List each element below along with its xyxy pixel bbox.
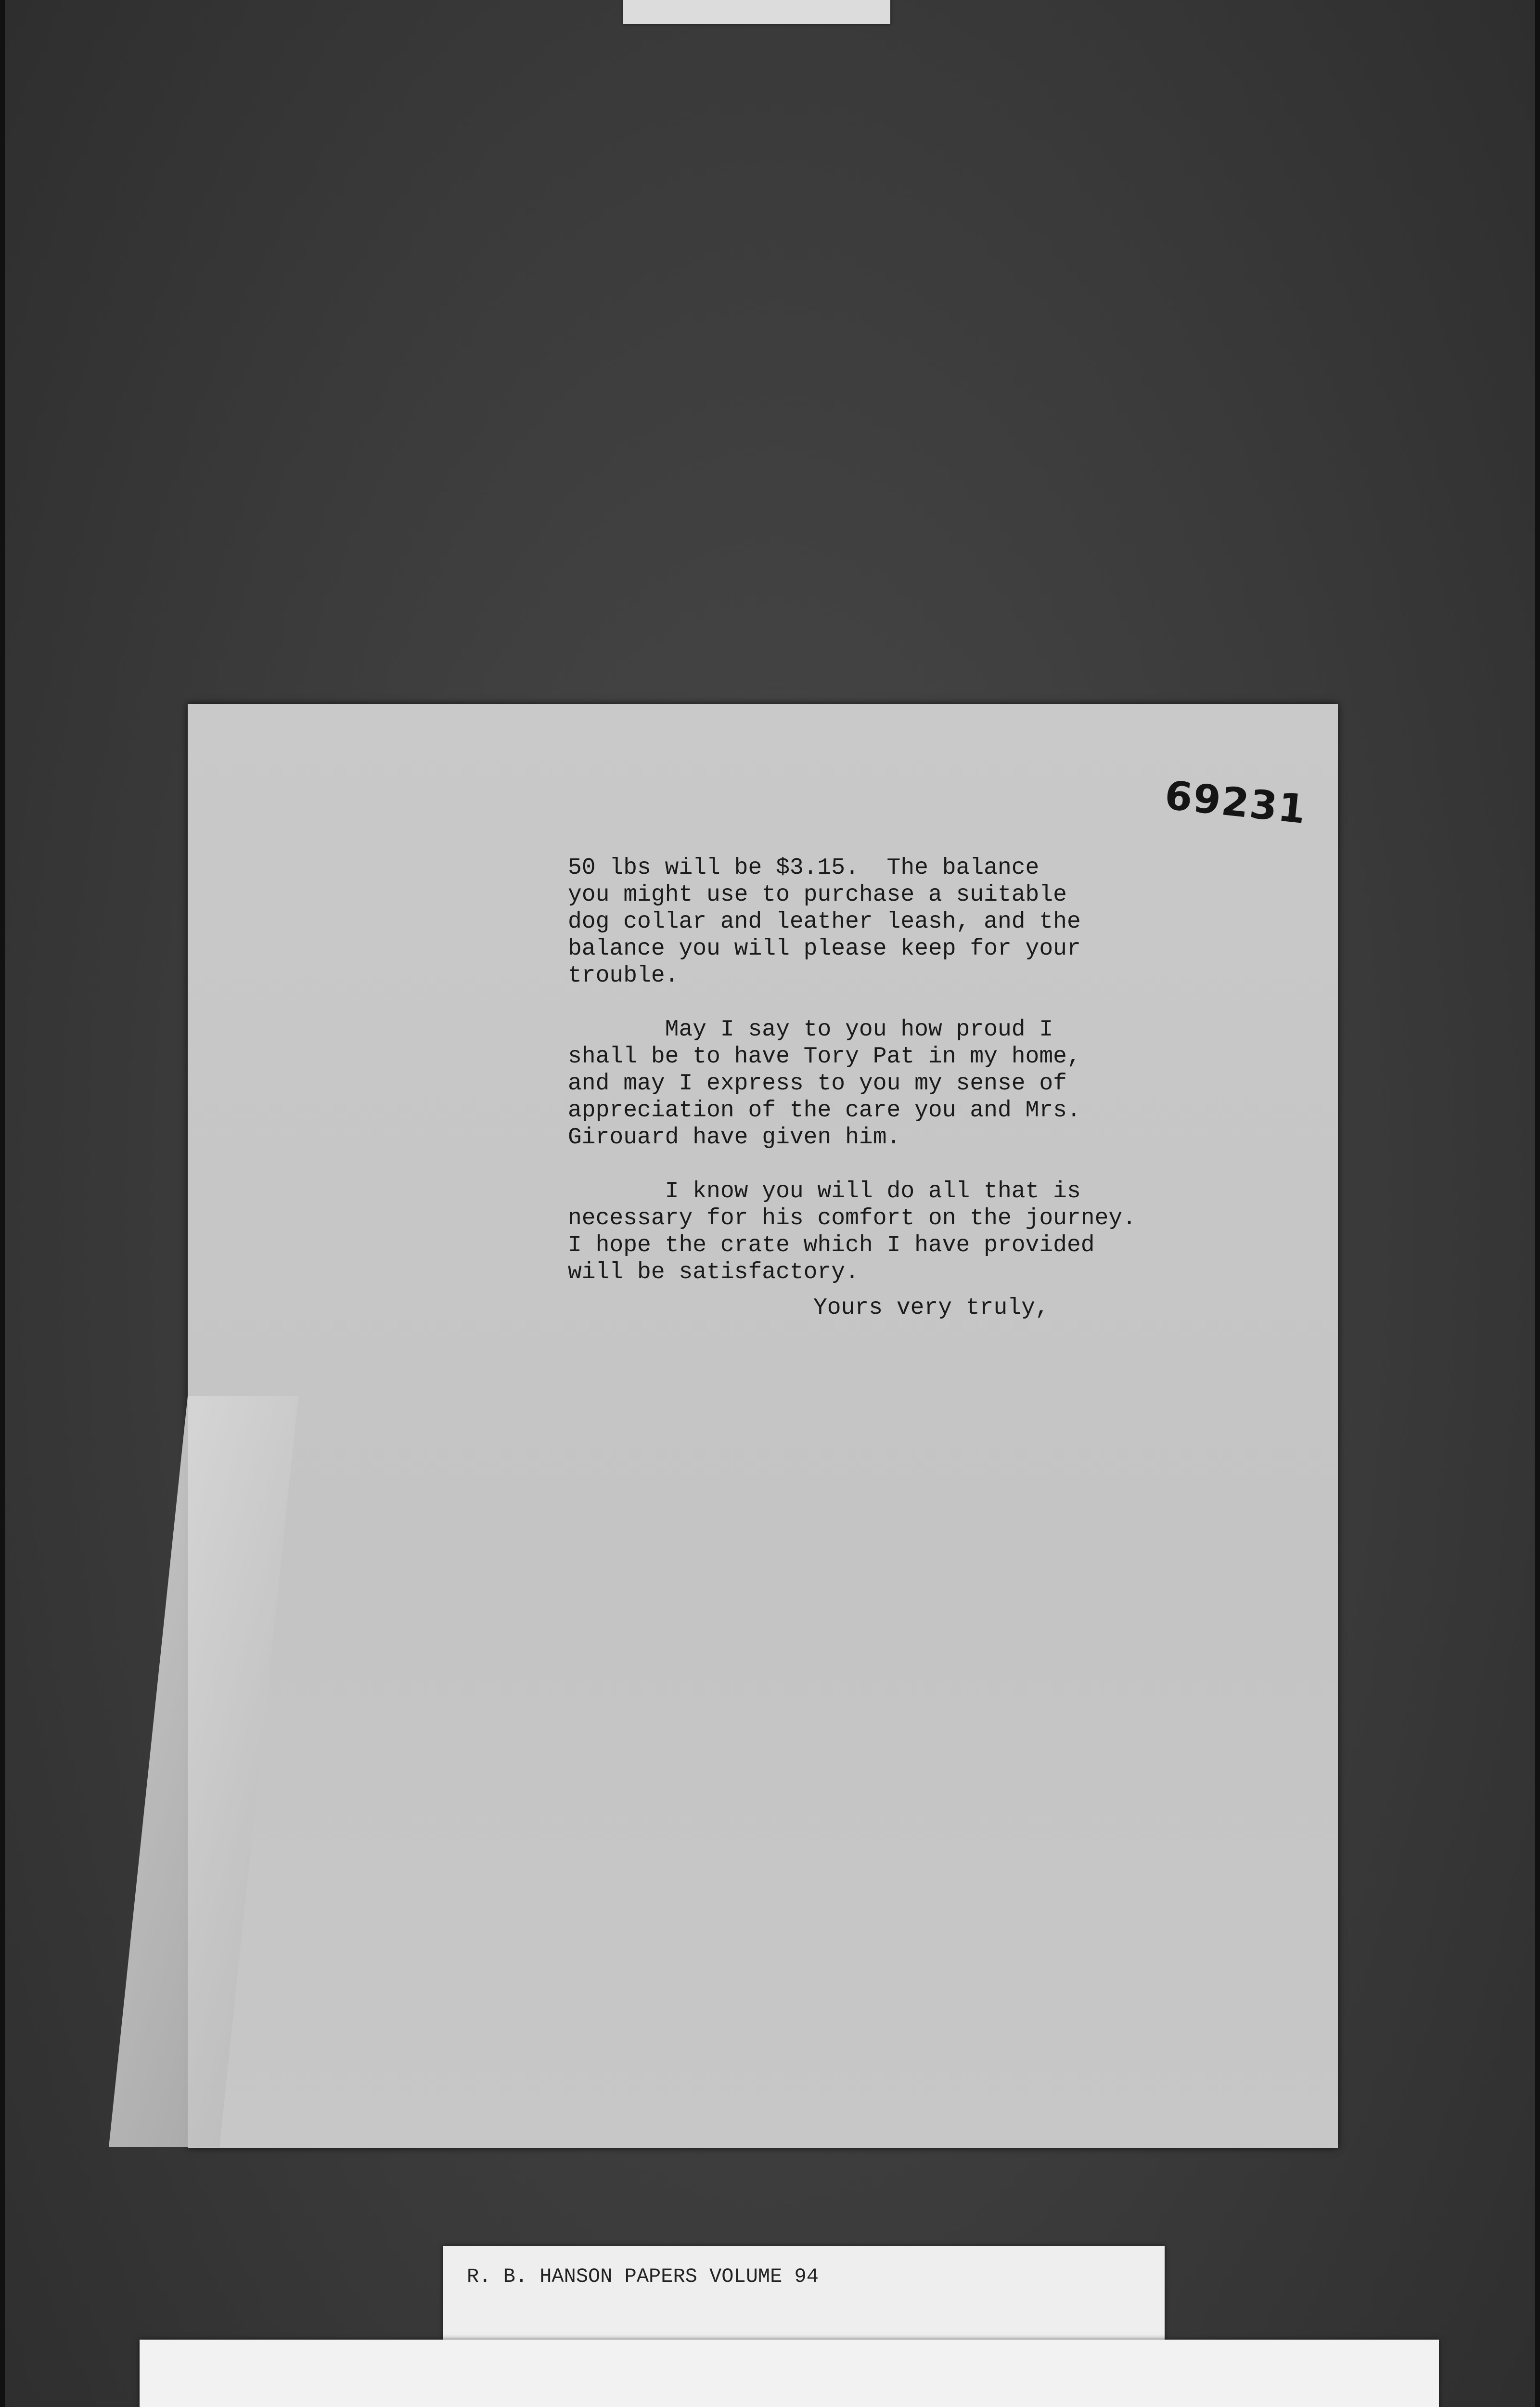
letter-closing: Yours very truly,	[813, 1295, 1049, 1321]
film-edge-left	[0, 0, 5, 2407]
archive-card	[140, 2340, 1439, 2407]
volume-label	[443, 2246, 1165, 2342]
letter-paragraph-2: May I say to you how proud I shall be to have Tory Pat in my home, and may I express to you my sense of appreciation of the care you and Mrs. Girouard have given him.	[568, 1017, 1081, 1151]
volume-label-text: R. B. HANSON PAPERS VOLUME 94	[467, 2265, 819, 2288]
letter-paragraph-3: I know you will do all that is necessary for his comfort on the journey. I hope the crate which I have provided will be satisfactory.	[568, 1178, 1136, 1285]
film-edge-right	[1535, 0, 1540, 2407]
top-mount-tab	[623, 0, 890, 24]
document-number: 69231	[1162, 772, 1309, 833]
letter-body	[568, 854, 1266, 1313]
letter-paragraph-1: 50 lbs will be $3.15. The balance you might use to purchase a suitable dog collar and leather leash, and the balance you will please keep for your trouble.	[568, 855, 1081, 989]
